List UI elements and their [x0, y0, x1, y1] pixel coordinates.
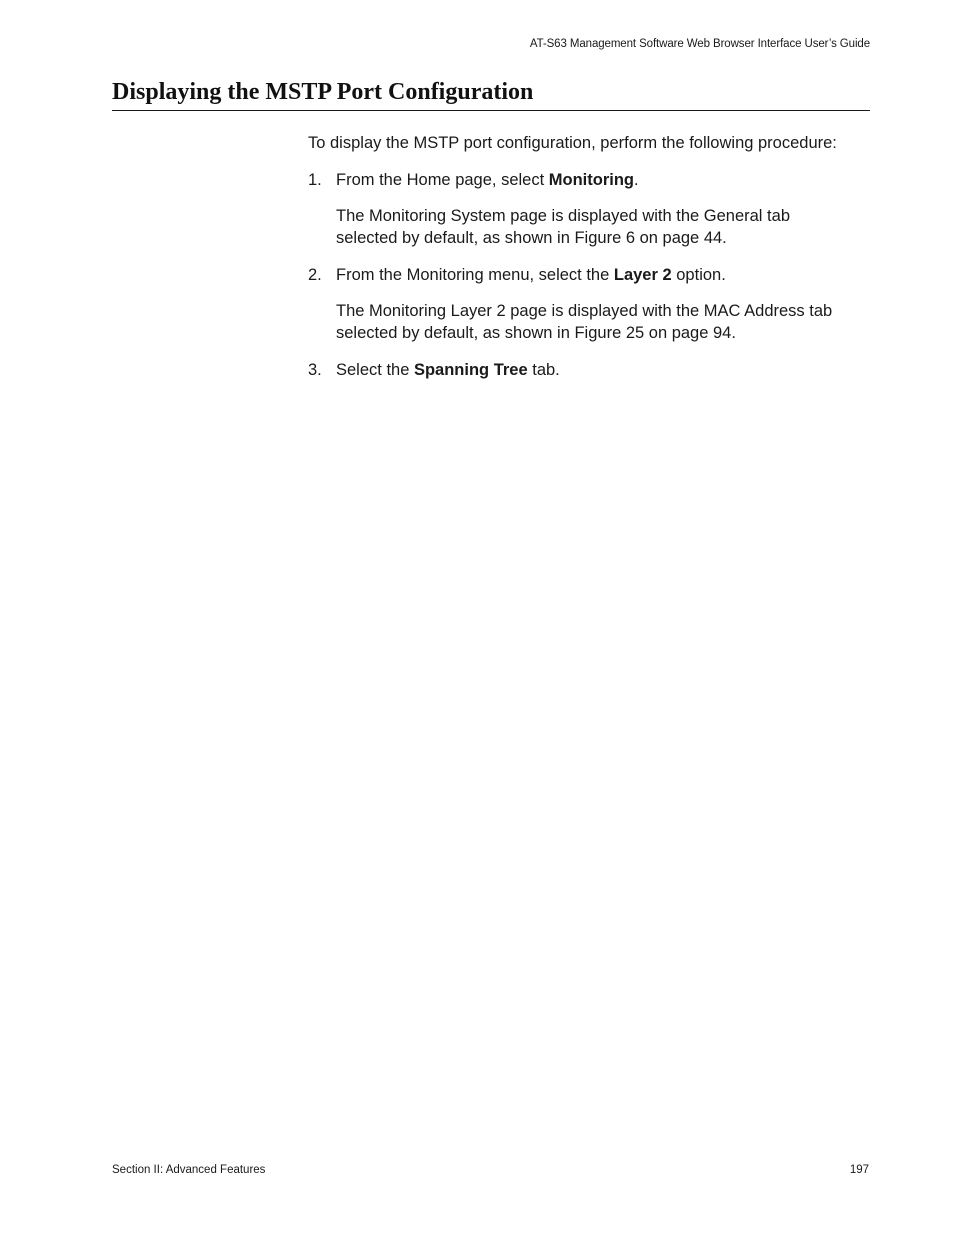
step-text-end: tab.	[527, 361, 560, 379]
step-instruction	[336, 169, 838, 191]
footer-section-label: Section II: Advanced Features	[112, 1164, 266, 1176]
ui-term-monitoring: Monitoring	[548, 171, 634, 189]
step-text: From the Home page, select	[336, 171, 549, 189]
step-instruction	[336, 359, 838, 381]
step-instruction	[336, 264, 838, 286]
step-number: 1.	[308, 171, 322, 189]
page-title: Displaying the MSTP Port Configuration	[112, 77, 870, 111]
step-1	[308, 169, 838, 249]
procedure-content	[308, 132, 838, 396]
ui-term-layer-2: Layer 2	[613, 266, 672, 284]
step-text: From the Monitoring menu, select the	[336, 266, 614, 284]
intro-paragraph: To display the MSTP port configuration, perform the following procedure:	[308, 134, 837, 152]
step-text-end: option.	[671, 266, 726, 284]
step-detail: The Monitoring Layer 2 page is displayed with the MAC Address tab selected by default, as shown in Figure 25 on page 94.	[336, 302, 833, 342]
step-number: 2.	[308, 266, 322, 284]
step-3	[308, 359, 838, 381]
running-header: AT-S63 Management Software Web Browser Interface User’s Guide	[529, 38, 870, 50]
ui-term-spanning-tree: Spanning Tree	[413, 361, 528, 379]
step-text: Select the	[336, 361, 414, 379]
page-number: 197	[849, 1164, 869, 1176]
step-text-end: .	[634, 171, 639, 189]
step-detail: The Monitoring System page is displayed with the General tab selected by default, as shown in Figure 6 on page 44.	[336, 207, 790, 247]
step-2	[308, 264, 838, 344]
step-number: 3.	[308, 361, 322, 379]
